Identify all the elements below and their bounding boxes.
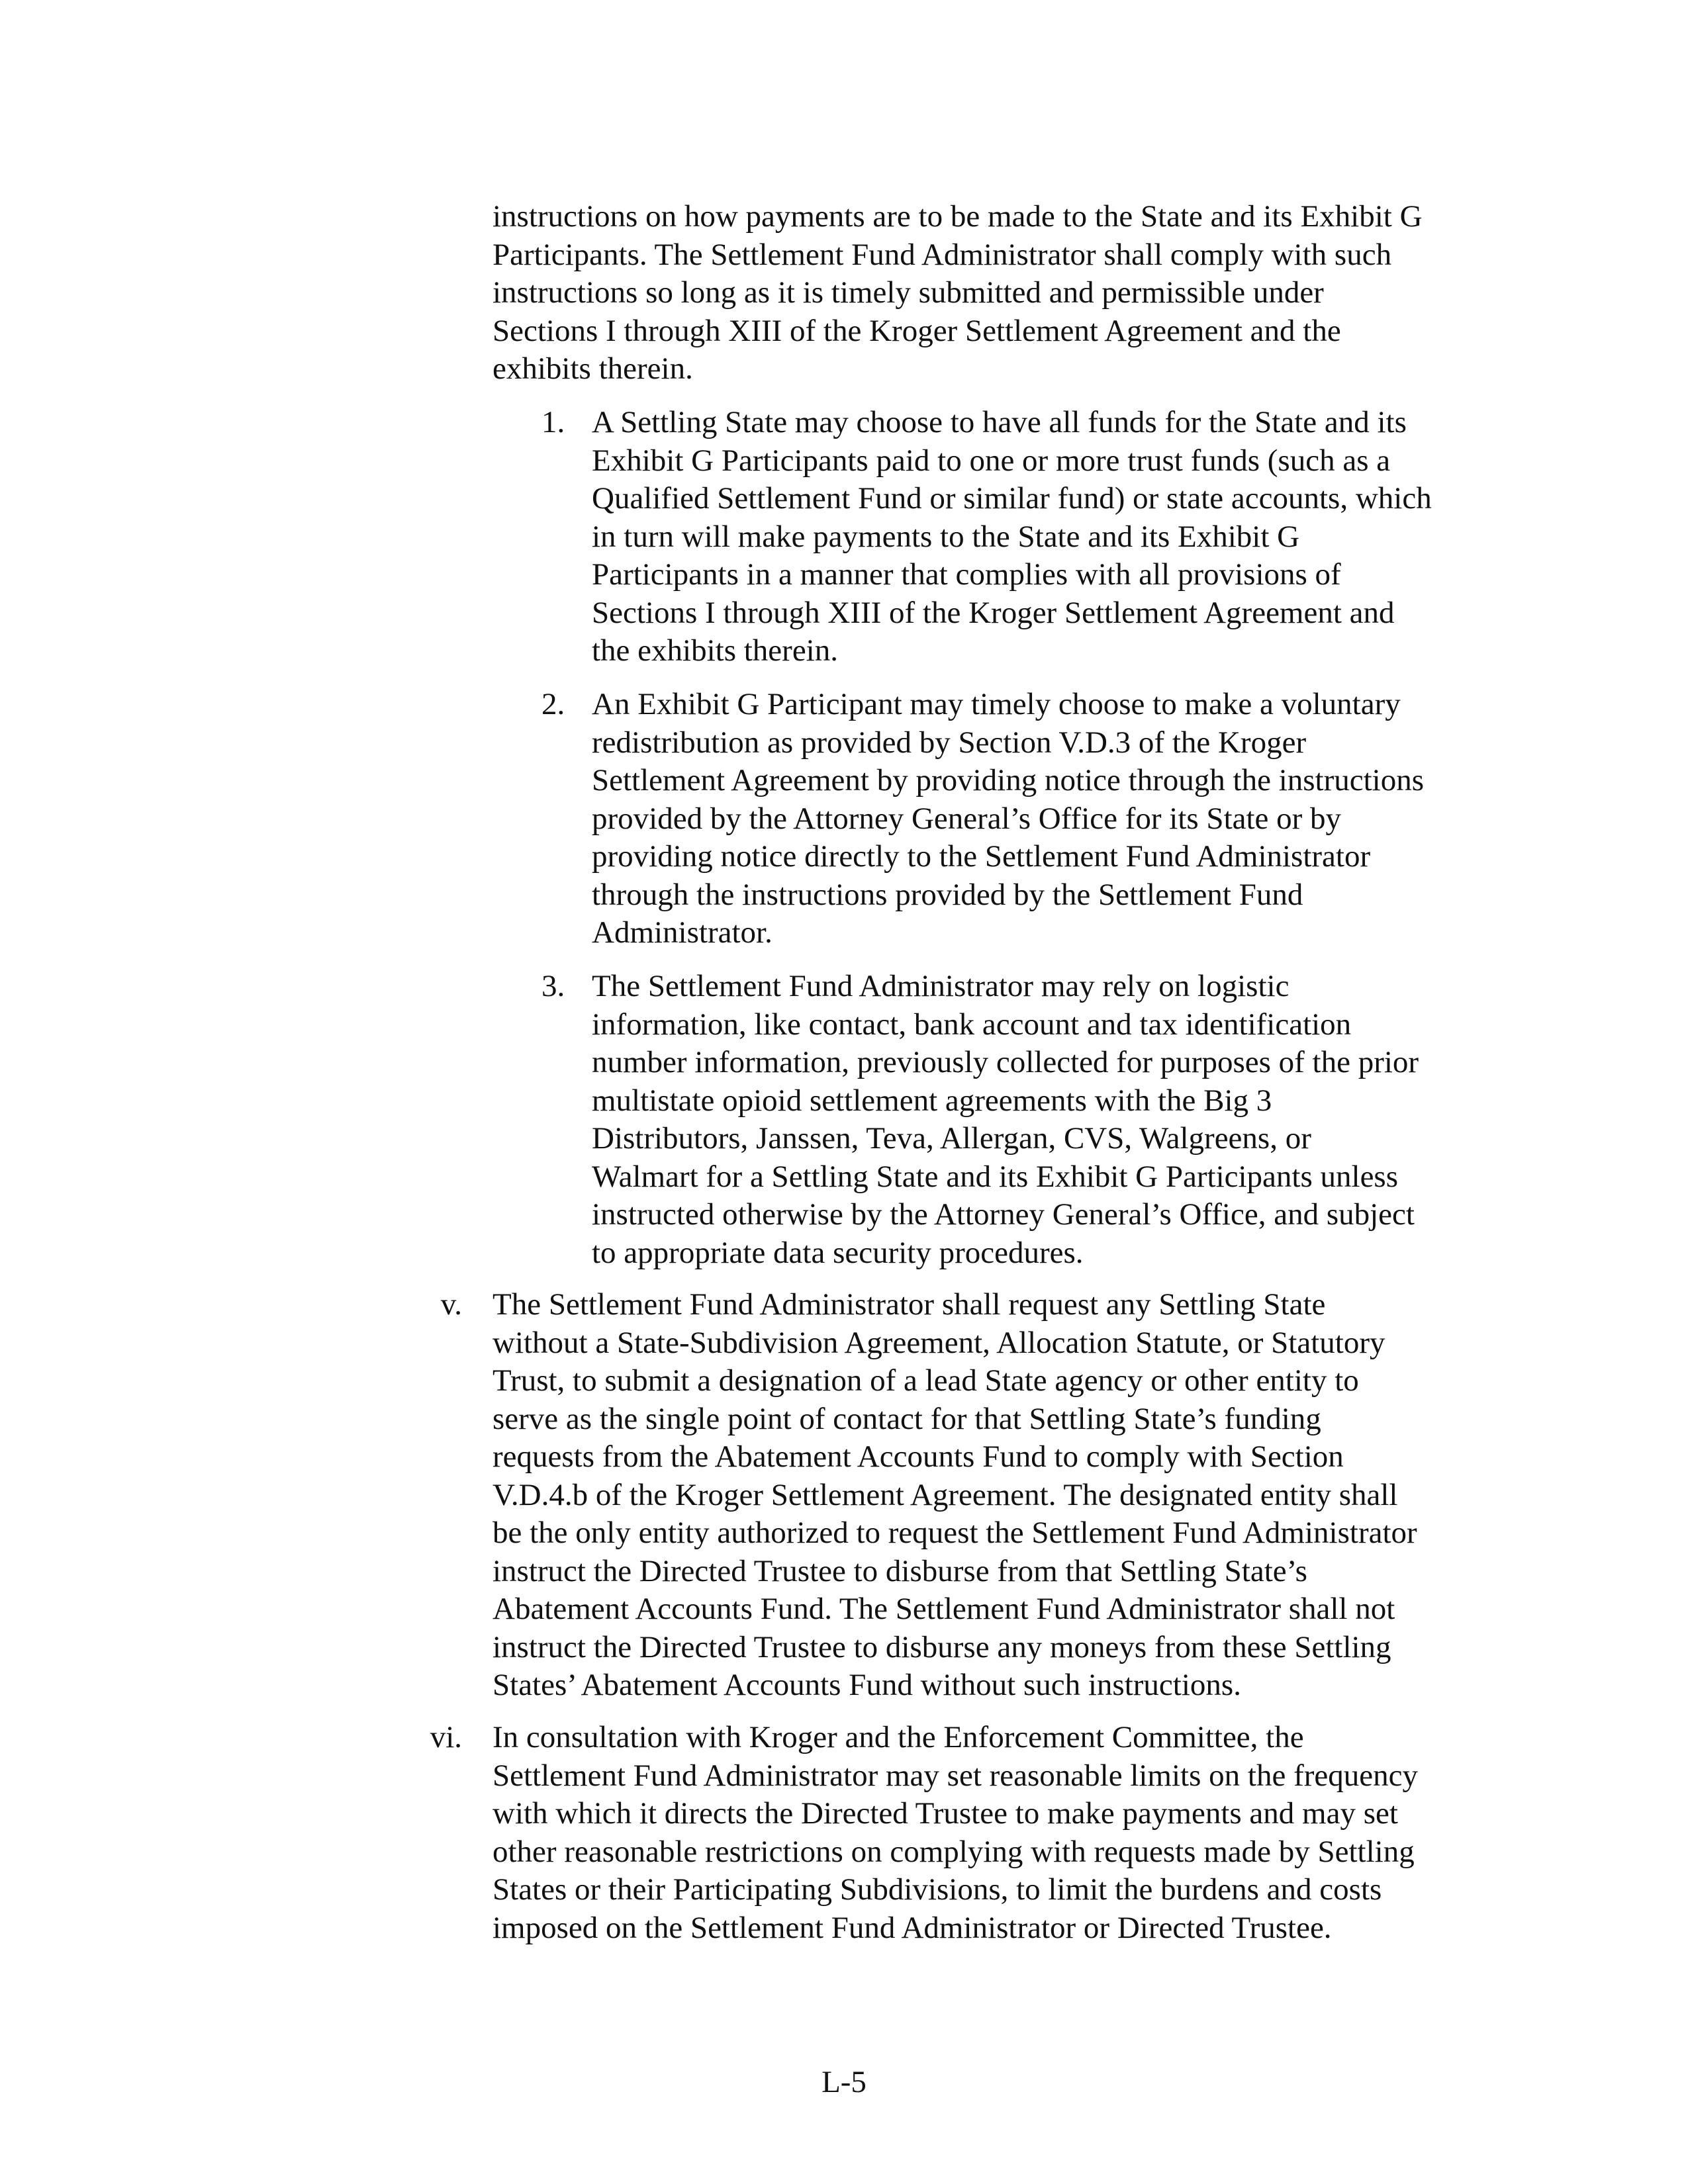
list-item-1-text bbox=[592, 404, 1432, 670]
text-line: with which it directs the Directed Trustee to make payments and may set bbox=[492, 1796, 1398, 1831]
text-line: Participants in a manner that complies with all provisions of bbox=[592, 557, 1341, 592]
text-line: Walmart for a Settling State and its Exhibit G Participants unless bbox=[592, 1159, 1399, 1194]
text-line: V.D.4.b of the Kroger Settlement Agreement. The designated entity shall bbox=[492, 1477, 1398, 1512]
text-line: The Settlement Fund Administrator may rely on logistic bbox=[592, 969, 1289, 1003]
list-item-marker: 2. bbox=[541, 687, 565, 721]
roman-item-v-text bbox=[492, 1286, 1417, 1705]
text-line: Sections I through XIII of the Kroger Settlement Agreement and bbox=[592, 595, 1395, 630]
text-line: multistate opioid settlement agreements with the Big 3 bbox=[592, 1083, 1272, 1118]
list-item-marker: 1. bbox=[541, 405, 565, 439]
text-line: A Settling State may choose to have all funds for the State and its bbox=[592, 405, 1407, 439]
text-line: instructed otherwise by the Attorney General’s Office, and subject bbox=[592, 1197, 1415, 1232]
text-line: Administrator. bbox=[592, 915, 773, 950]
text-line: be the only entity authorized to request the Settlement Fund Administrator bbox=[492, 1516, 1417, 1550]
list-item-marker: 3. bbox=[541, 969, 565, 1003]
list-item-2-text bbox=[592, 686, 1424, 952]
text-line: redistribution as provided by Section V.D.3 of the Kroger bbox=[592, 725, 1307, 760]
roman-item-marker: vi. bbox=[430, 1720, 462, 1754]
text-line: the exhibits therein. bbox=[592, 633, 838, 668]
text-line: number information, previously collected for purposes of the prior bbox=[592, 1045, 1419, 1079]
text-line: Qualified Settlement Fund or similar fund) or state accounts, which bbox=[592, 481, 1432, 516]
text-line: instructions on how payments are to be made to the State and its Exhibit G bbox=[492, 199, 1423, 234]
text-line: Exhibit G Participants paid to one or more trust funds (such as a bbox=[592, 443, 1391, 478]
text-line: States’ Abatement Accounts Fund without such instructions. bbox=[492, 1668, 1241, 1702]
text-line: requests from the Abatement Accounts Fund to comply with Section bbox=[492, 1439, 1344, 1474]
text-line: Settlement Agreement by providing notice through the instructions bbox=[592, 763, 1425, 797]
text-line: Sections I through XIII of the Kroger Settlement Agreement and the bbox=[492, 313, 1341, 348]
text-line: provided by the Attorney General’s Office for its State or by bbox=[592, 801, 1342, 836]
text-line: instructions so long as it is timely submitted and permissible under bbox=[492, 275, 1324, 310]
text-line: Participants. The Settlement Fund Administrator shall comply with such bbox=[492, 237, 1392, 272]
text-line: States or their Participating Subdivisions, to limit the burdens and costs bbox=[492, 1872, 1382, 1907]
text-line: An Exhibit G Participant may timely choose to make a voluntary bbox=[592, 687, 1401, 721]
text-line: in turn will make payments to the State and its Exhibit G bbox=[592, 519, 1300, 554]
page-number: L-5 bbox=[821, 2065, 867, 2099]
text-line: through the instructions provided by the Settlement Fund bbox=[592, 877, 1303, 912]
text-line: instruct the Directed Trustee to disburse any moneys from these Settling bbox=[492, 1629, 1391, 1664]
roman-item-vi-text bbox=[492, 1719, 1418, 1947]
text-line: exhibits therein. bbox=[492, 351, 693, 386]
text-line: Abatement Accounts Fund. The Settlement Fund Administrator shall not bbox=[492, 1592, 1395, 1626]
text-line: Settlement Fund Administrator may set reasonable limits on the frequency bbox=[492, 1758, 1418, 1793]
text-line: without a State-Subdivision Agreement, Allocation Statute, or Statutory bbox=[492, 1325, 1385, 1360]
text-line: instruct the Directed Trustee to disburse from that Settling State’s bbox=[492, 1553, 1307, 1588]
roman-item-marker: v. bbox=[440, 1287, 462, 1322]
text-line: Distributors, Janssen, Teva, Allergan, CVS, Walgreens, or bbox=[592, 1121, 1311, 1156]
text-line: providing notice directly to the Settlement Fund Administrator bbox=[592, 839, 1371, 874]
text-line: Trust, to submit a designation of a lead State agency or other entity to bbox=[492, 1363, 1359, 1398]
list-item-3-text bbox=[592, 968, 1419, 1272]
intro-paragraph bbox=[492, 198, 1423, 388]
text-line: imposed on the Settlement Fund Administrator or Directed Trustee. bbox=[492, 1910, 1332, 1945]
text-line: other reasonable restrictions on complying with requests made by Settling bbox=[492, 1834, 1415, 1869]
text-line: In consultation with Kroger and the Enforcement Committee, the bbox=[492, 1720, 1304, 1754]
text-line: to appropriate data security procedures. bbox=[592, 1235, 1084, 1270]
text-line: The Settlement Fund Administrator shall request any Settling State bbox=[492, 1287, 1326, 1322]
text-line: information, like contact, bank account and tax identification bbox=[592, 1007, 1352, 1042]
text-line: serve as the single point of contact for that Settling State’s funding bbox=[492, 1401, 1321, 1436]
